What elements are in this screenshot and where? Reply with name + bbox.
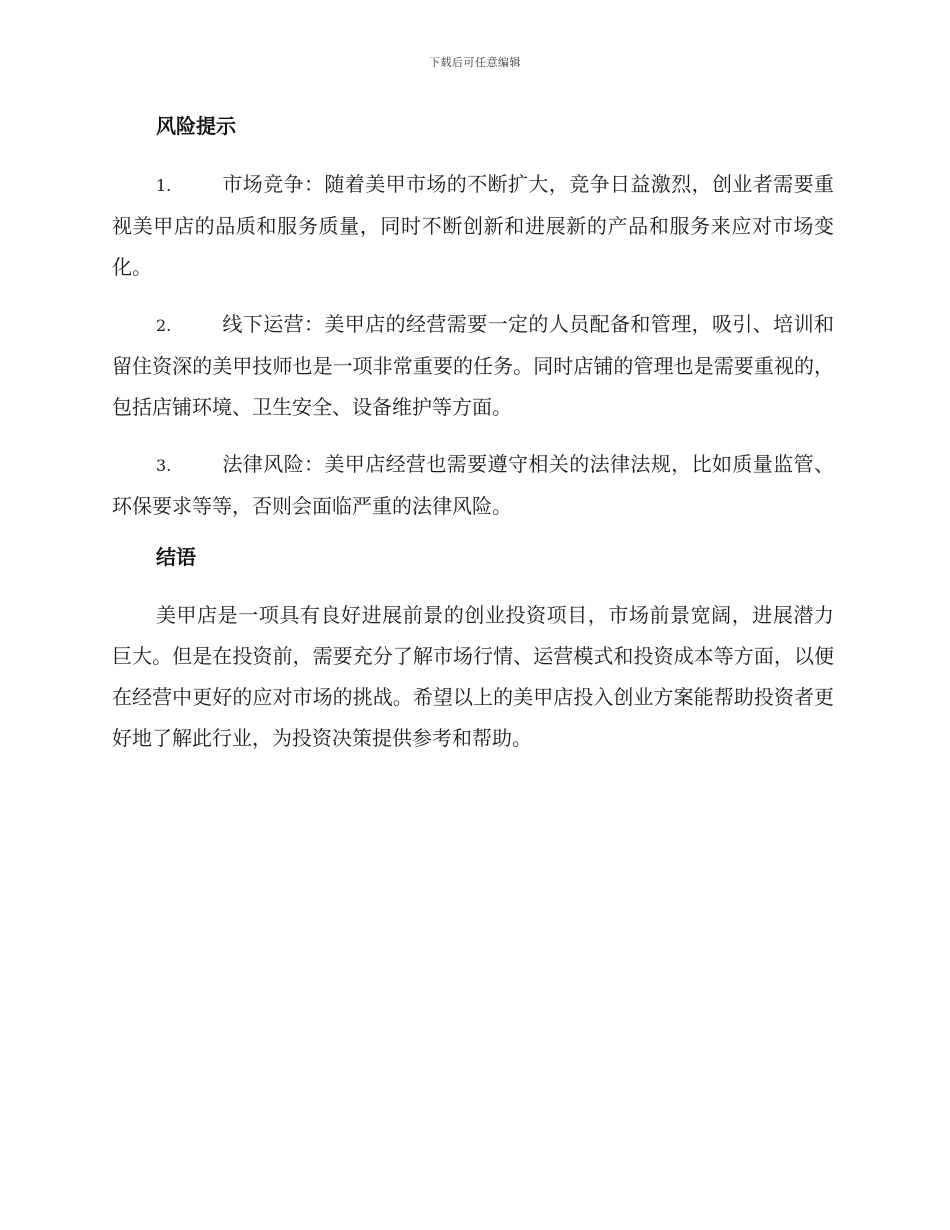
document-body (112, 112, 834, 775)
list-item-number: 1. (156, 176, 172, 195)
conclusion-paragraph: 美甲店是一项具有良好进展前景的创业投资项目，市场前景宽阔，进展潜力巨大。但是在投资前，需要充分了解市场行情、运营模式和投资成本等方面，以便在经营中更好的应对市场的挑战。希望以上的美甲店投入创业方案能帮助投资者更好地了解此行业，为投资决策提供参考和帮助。 (112, 603, 834, 750)
list-item-text: 市场竞争：随着美甲市场的不断扩大，竞争日益激烈，创业者需要重视美甲店的品质和服务质量，同时不断创新和进展新的产品和服务来应对市场变化。 (112, 172, 834, 279)
list-item-number: 2. (156, 316, 172, 335)
list-item (112, 164, 834, 288)
header-note: 下载后可任意编辑 (429, 56, 521, 69)
section-heading-risks: 风险提示 (156, 114, 236, 138)
list-item-number: 3. (156, 456, 172, 475)
list-item-text: 线下运营：美甲店的经营需要一定的人员配备和管理，吸引、培训和留住资深的美甲技师也是一项非常重要的任务。同时店铺的管理也是需要重视的，包括店铺环境、卫生安全、设备维护等方面。 (112, 312, 834, 419)
list-item (112, 444, 834, 527)
section-heading-conclusion: 结语 (156, 545, 196, 569)
list-item-text: 法律风险：美甲店经营也需要遵守相关的法律法规，比如质量监管、环保要求等等，否则会面临严重的法律风险。 (112, 452, 834, 518)
list-item (112, 304, 834, 428)
